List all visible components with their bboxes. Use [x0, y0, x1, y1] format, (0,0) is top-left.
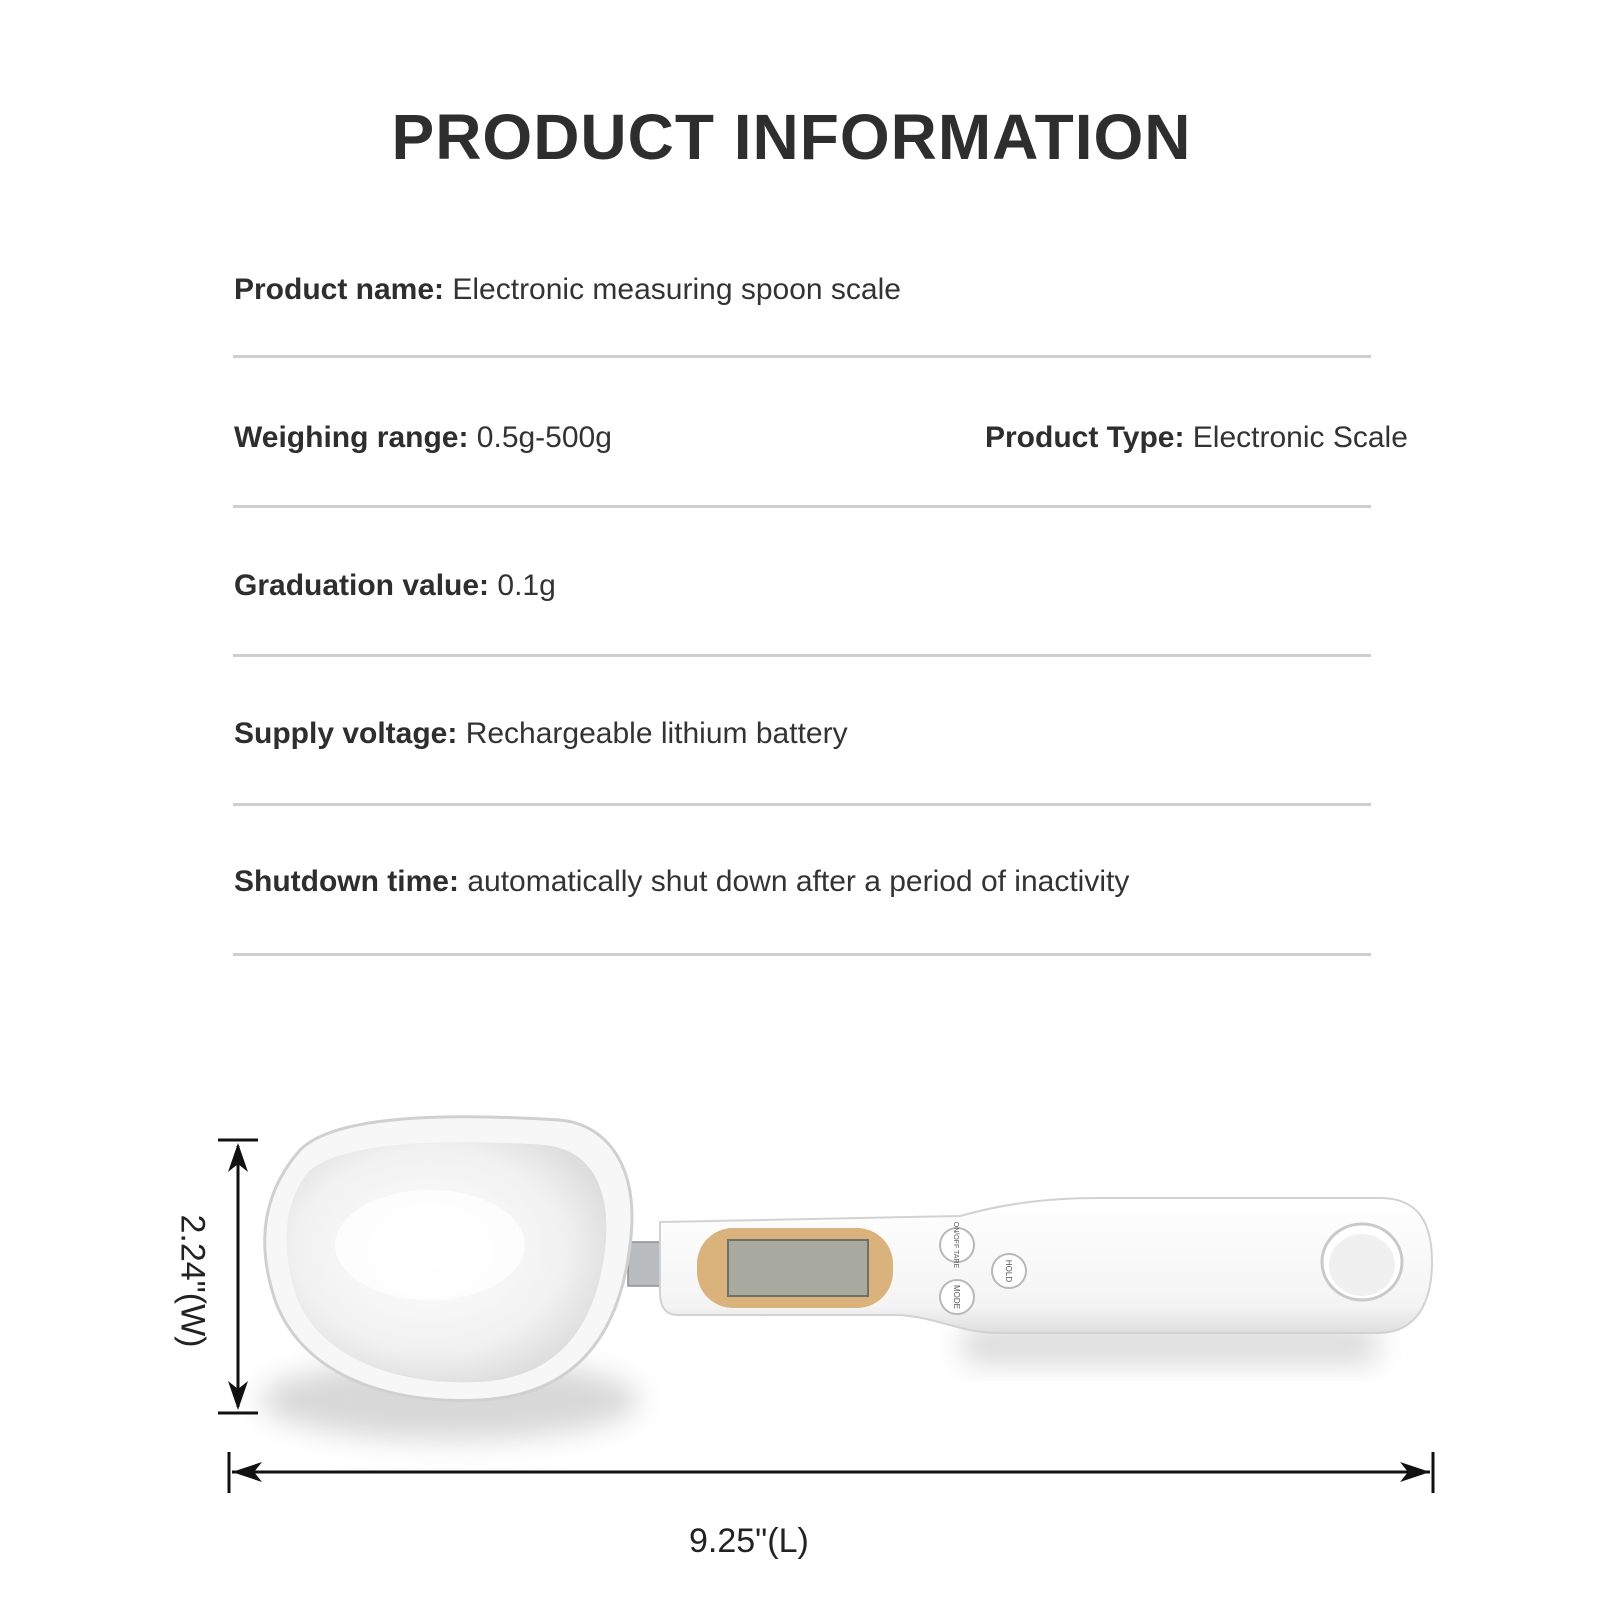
spec-value: automatically shut down after a period of inactivity — [467, 865, 1130, 898]
button-label: ON/OFF TARE — [952, 1221, 959, 1269]
length-dimension-arrow — [229, 1452, 1433, 1493]
width-dimension-label: 2.24"(W) — [173, 1214, 212, 1348]
width-dimension-arrow — [218, 1140, 258, 1413]
spec-label: Supply voltage: — [234, 717, 458, 750]
spec-value: 0.1g — [497, 569, 556, 602]
mode-button — [940, 1280, 974, 1314]
spec-value: Rechargeable lithium battery — [465, 717, 848, 750]
spec-label: Product Type: — [985, 421, 1185, 454]
spec-value: Electronic measuring spoon scale — [452, 273, 901, 306]
spec-label: Weighing range: — [234, 421, 469, 454]
button-label: MODE — [952, 1285, 961, 1309]
page-title: PRODUCT INFORMATION — [391, 101, 1192, 173]
spec-label: Product name: — [234, 273, 445, 306]
spec-value: 0.5g-500g — [476, 421, 612, 454]
spec-label: Graduation value: — [234, 569, 490, 602]
spec-label: Shutdown time: — [234, 865, 459, 898]
spec-value: Electronic Scale — [1192, 421, 1408, 454]
hold-button — [992, 1254, 1026, 1288]
spoon-bowl — [265, 1117, 632, 1401]
button-label: HOLD — [1004, 1259, 1013, 1283]
metal-connector — [628, 1242, 660, 1286]
lcd-display — [697, 1228, 893, 1308]
length-dimension-label: 9.25"(L) — [689, 1522, 809, 1560]
